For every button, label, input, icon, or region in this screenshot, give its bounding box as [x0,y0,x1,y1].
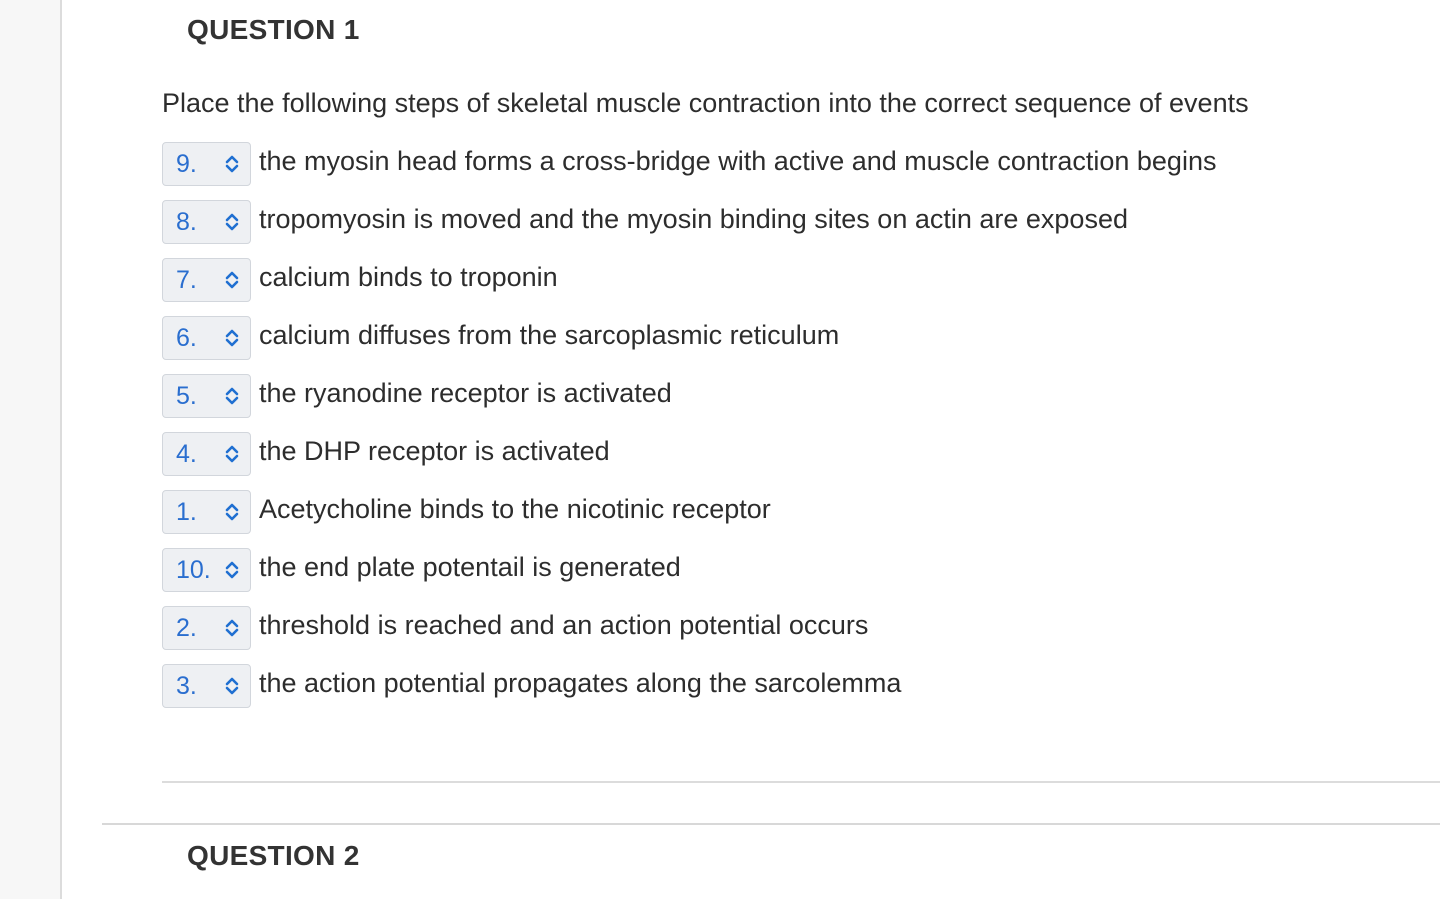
ordering-item-text: the end plate potentail is generated [259,551,681,582]
order-select-value: 4. [176,439,197,468]
ordering-item [162,199,1216,245]
ordering-item-text: Acetycholine binds to the nicotinic receptor [259,493,771,524]
order-select[interactable] [162,606,251,650]
order-select-value: 10. [176,555,211,584]
order-select-value: 8. [176,207,197,236]
ordering-item-text: the ryanodine receptor is activated [259,377,672,408]
chevron-up-down-icon [224,560,240,580]
ordering-item-text: the action potential propagates along the sarcolemma [259,667,902,698]
order-select[interactable] [162,490,251,534]
ordering-item [162,547,1216,593]
ordering-item [162,373,1216,419]
order-select[interactable] [162,200,251,244]
ordering-item [162,257,1216,303]
order-select[interactable] [162,316,251,360]
question-divider [162,781,1440,783]
ordering-item [162,605,1216,651]
order-select-value: 3. [176,671,197,700]
ordering-item-text: calcium diffuses from the sarcoplasmic reticulum [259,319,840,350]
ordering-item [162,315,1216,361]
chevron-up-down-icon [224,676,240,696]
question-1-title: QUESTION 1 [187,14,360,45]
chevron-up-down-icon [224,212,240,232]
ordering-item-text: calcium binds to troponin [259,261,558,292]
order-select-value: 5. [176,381,197,410]
ordering-list [162,141,1216,721]
ordering-item-text: the myosin head forms a cross-bridge with active and muscle contraction begins [259,145,1217,176]
chevron-up-down-icon [224,328,240,348]
order-select-value: 7. [176,265,197,294]
order-select-value: 9. [176,149,197,178]
ordering-item [162,431,1216,477]
chevron-up-down-icon [224,444,240,464]
order-select[interactable] [162,142,251,186]
ordering-item [162,489,1216,535]
order-select-value: 1. [176,497,197,526]
left-rail [0,0,62,899]
chevron-up-down-icon [224,502,240,522]
order-select-value: 2. [176,613,197,642]
ordering-item-text: threshold is reached and an action potential occurs [259,609,869,640]
order-select[interactable] [162,258,251,302]
ordering-item [162,141,1216,187]
section-divider [102,823,1440,825]
question-2-title: QUESTION 2 [187,840,360,871]
order-select[interactable] [162,374,251,418]
ordering-item [162,663,1216,709]
order-select[interactable] [162,432,251,476]
order-select-value: 6. [176,323,197,352]
ordering-item-text: the DHP receptor is activated [259,435,610,466]
chevron-up-down-icon [224,618,240,638]
ordering-item-text: tropomyosin is moved and the myosin binding sites on actin are exposed [259,203,1128,234]
order-select[interactable] [162,664,251,708]
chevron-up-down-icon [224,270,240,290]
order-select[interactable] [162,548,251,592]
question-prompt: Place the following steps of skeletal muscle contraction into the correct sequence of events [162,88,1249,118]
chevron-up-down-icon [224,154,240,174]
chevron-up-down-icon [224,386,240,406]
